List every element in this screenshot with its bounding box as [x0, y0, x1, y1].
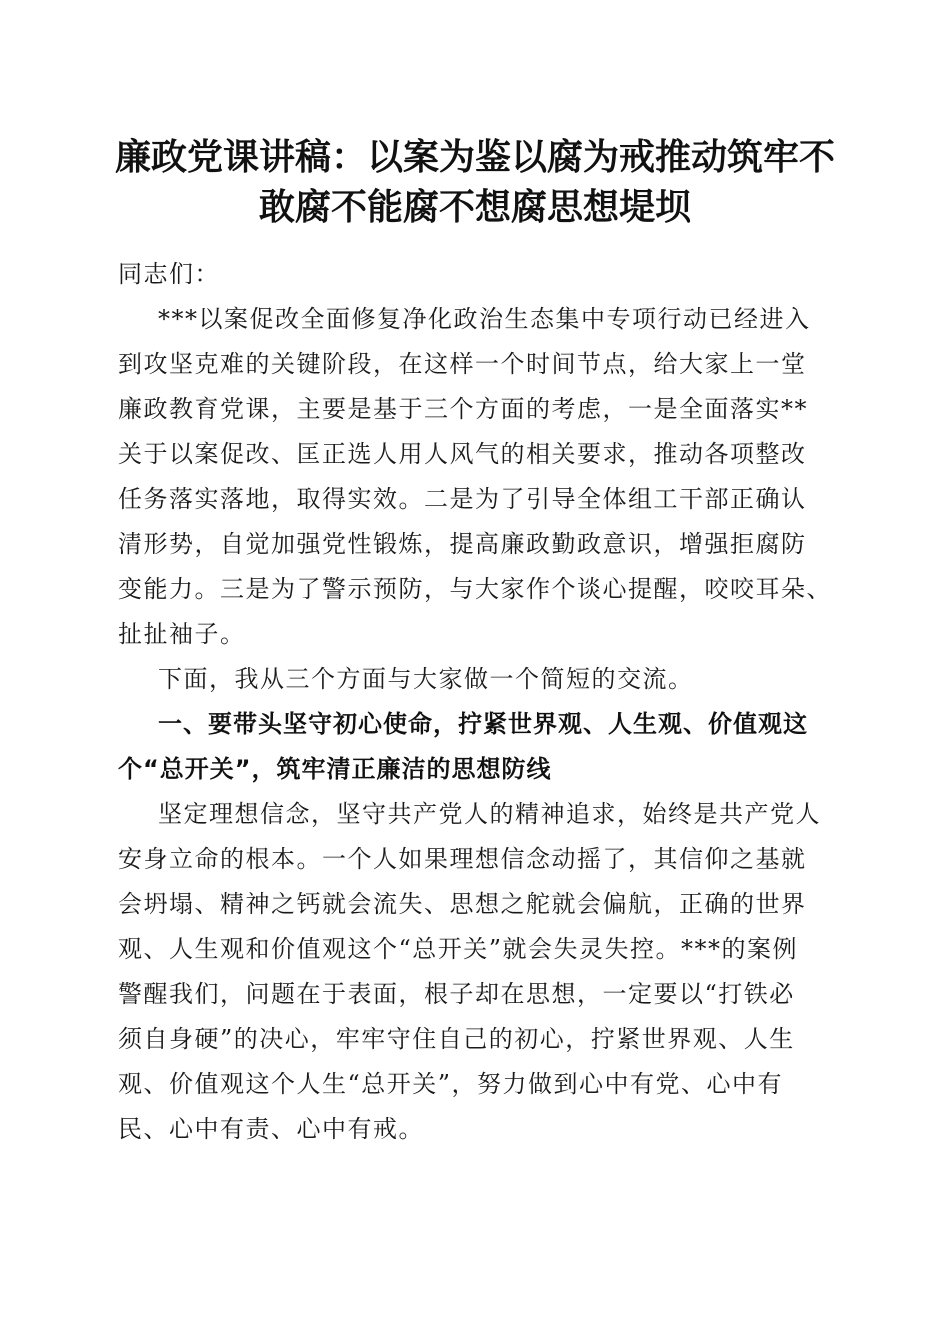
paragraph-line: 变能力。三是为了警示预防，与大家作个谈心提醒，咬咬耳朵、	[118, 575, 832, 603]
paragraph-line: 会坍塌、精神之钙就会流失、思想之舵就会偏航，正确的世界	[118, 890, 807, 918]
paragraph-line: 清形势，自觉加强党性锻炼，提高廉政勤政意识，增强拒腐防	[118, 530, 807, 558]
salutation: 同志们：	[118, 260, 220, 288]
paragraph-line: 观、价值观这个人生“总开关”，努力做到心中有党、心中有	[118, 1070, 784, 1098]
paragraph-line: 到攻坚克难的关键阶段，在这样一个时间节点，给大家上一堂	[118, 350, 807, 378]
paragraph-line: 民、心中有责、心中有戒。	[118, 1115, 424, 1143]
paragraph-line: ***以案促改全面修复净化政治生态集中专项行动已经进入	[158, 305, 811, 333]
paragraph-line: 坚定理想信念，坚守共产党人的精神追求，始终是共产党人	[158, 800, 821, 828]
paragraph-line: 任务落实落地，取得实效。二是为了引导全体组工干部正确认	[118, 485, 807, 513]
title-line-1: 廉政党课讲稿：以案为鉴以腐为戒推动筑牢不	[114, 136, 835, 178]
title-line-2: 敢腐不能腐不想腐思想堤坝	[258, 186, 691, 228]
paragraph-line: 廉政教育党课，主要是基于三个方面的考虑，一是全面落实**	[118, 395, 808, 423]
section-heading-1	[118, 702, 838, 792]
paragraph-line: 须自身硬”的决心，牢牢守住自己的初心，拧紧世界观、人生	[118, 1025, 795, 1053]
heading-line: 一、要带头坚守初心使命，拧紧世界观、人生观、价值观这	[158, 710, 808, 738]
paragraph-line: 警醒我们，问题在于表面，根子却在思想，一定要以“打铁必	[118, 980, 795, 1008]
paragraph-2: 下面，我从三个方面与大家做一个简短的交流。	[158, 665, 694, 693]
heading-line: 个“总开关”，筑牢清正廉洁的思想防线	[118, 755, 552, 783]
paragraph-line: 扯扯袖子。	[118, 620, 246, 648]
paragraph-line: 安身立命的根本。一个人如果理想信念动摇了，其信仰之基就	[118, 845, 807, 873]
paragraph-line: 关于以案促改、匡正选人用人风气的相关要求，推动各项整改	[118, 440, 807, 468]
document-body	[118, 252, 838, 1152]
paragraph-1	[118, 297, 838, 657]
paragraph-3	[118, 792, 838, 1152]
document-title	[110, 132, 840, 232]
paragraph-line: 观、人生观和价值观这个“总开关”就会失灵失控。***的案例	[118, 935, 799, 963]
